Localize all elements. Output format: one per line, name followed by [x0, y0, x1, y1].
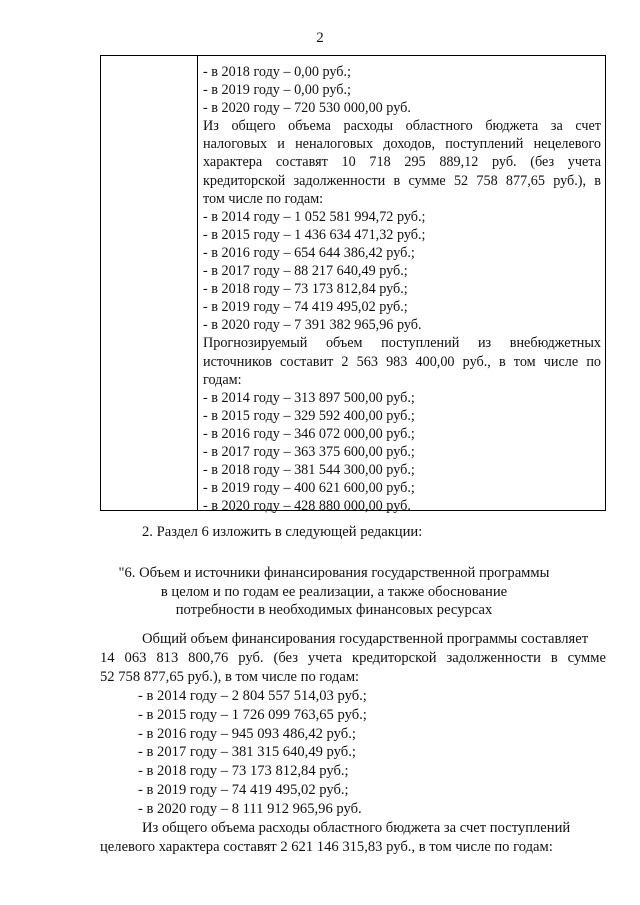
year-line: - в 2015 году – 1 726 099 763,65 руб.; [138, 706, 367, 723]
table-line: - в 2015 году – 1 436 634 471,32 руб.; [203, 226, 426, 243]
table-line: - в 2015 году – 329 592 400,00 руб.; [203, 407, 415, 424]
paragraph-line: 14 063 813 800,76 руб. (без учета кредиторской задолженности в сумме [100, 649, 606, 666]
section-instruction: 2. Раздел 6 изложить в следующей редакции: [142, 524, 423, 540]
table-line: - в 2017 году – 88 217 640,49 руб.; [203, 263, 408, 280]
heading-line: в целом и по годам ее реализации, а также обоснование [160, 583, 508, 600]
year-line: - в 2016 году – 945 093 486,42 руб.; [138, 725, 356, 742]
year-line: - в 2019 году – 74 419 495,02 руб.; [138, 782, 349, 799]
section-heading [100, 564, 568, 620]
table-line: - в 2019 году – 74 419 495,02 руб.; [203, 299, 408, 316]
table-line: том числе по годам: [203, 190, 324, 207]
year-line: - в 2014 году – 2 804 557 514,03 руб.; [138, 687, 367, 704]
paragraph-line: Из общего объема расходы областного бюджета за счет поступлений [142, 820, 571, 837]
table-line: - в 2018 году – 73 173 812,84 руб.; [203, 281, 408, 298]
table-line: - в 2014 году – 1 052 581 994,72 руб.; [203, 208, 426, 225]
table-line: - в 2016 году – 654 644 386,42 руб.; [203, 244, 415, 261]
table-line: Из общего объема расходы областного бюджета за счет [203, 118, 601, 135]
table-line: - в 2019 году – 0,00 руб.; [203, 82, 351, 99]
heading-line: потребности в необходимых финансовых ресурсах [175, 602, 493, 618]
table-line: - в 2017 году – 363 375 600,00 руб.; [203, 443, 415, 460]
paragraph-line: Общий объем финансирования государственной программы составляет [142, 631, 589, 647]
table-right-cell [203, 63, 601, 515]
table-line: Прогнозируемый объем поступлений из внебюджетных [203, 335, 601, 352]
table-line: источников составит 2 563 983 400,00 руб., в том числе по [203, 353, 601, 370]
body-text [100, 630, 606, 857]
heading-line: "6. Объем и источники финансирования государственной программы [118, 565, 550, 581]
table-line: годам: [203, 371, 242, 388]
year-line: - в 2018 году – 73 173 812,84 руб.; [138, 763, 349, 780]
table-line: - в 2020 году – 720 530 000,00 руб. [203, 100, 411, 117]
page-number: 2 [316, 30, 324, 46]
table-line: кредиторской задолженности в сумме 52 758 877,65 руб.), в [203, 172, 601, 189]
table-line: - в 2018 году – 0,00 руб.; [203, 64, 351, 80]
table-line: - в 2019 году – 400 621 600,00 руб.; [203, 480, 415, 497]
year-line: - в 2017 году – 381 315 640,49 руб.; [138, 744, 356, 761]
year-line: - в 2020 году – 8 111 912 965,96 руб. [138, 801, 362, 818]
table-line: - в 2014 году – 313 897 500,00 руб.; [203, 389, 415, 406]
table-line: налоговых и неналоговых доходов, поступлений нецелевого [203, 136, 601, 153]
table-line: характера составят 10 718 295 889,12 руб. (без учета [203, 154, 601, 171]
table-line: - в 2018 году – 381 544 300,00 руб.; [203, 462, 415, 479]
table-line: - в 2016 году – 346 072 000,00 руб.; [203, 425, 415, 442]
financing-table [100, 55, 606, 515]
paragraph-line: целевого характера составят 2 621 146 315,83 руб., в том числе по годам: [100, 838, 553, 855]
table-left-cell [101, 56, 198, 510]
table-line: - в 2020 году – 7 391 382 965,96 руб. [203, 317, 422, 334]
table-line: - в 2020 году – 428 880 000,00 руб. [203, 498, 411, 515]
paragraph-line: 52 758 877,65 руб.), в том числе по годам: [100, 668, 360, 685]
